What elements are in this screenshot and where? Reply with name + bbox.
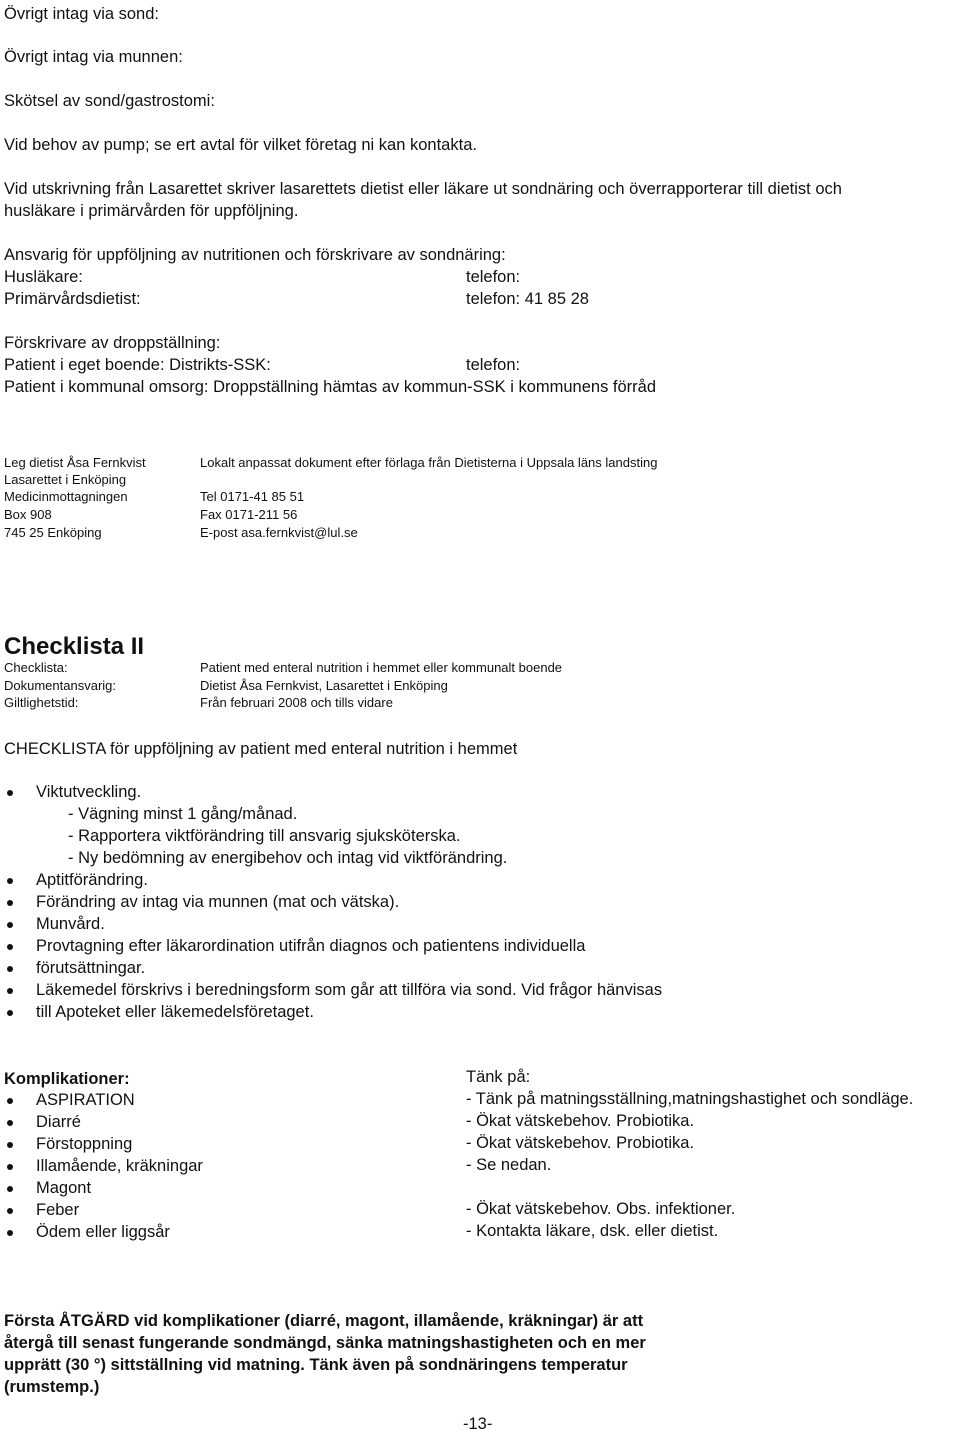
think-item: - Ökat vätskebehov. Probiotika. <box>466 1134 695 1152</box>
think-item: - Kontakta läkare, dsk. eller dietist. <box>466 1222 719 1240</box>
gp-phone: telefon: <box>466 268 521 286</box>
first-action-line1: Första ÅTGÄRD vid komplikationer (diarré, magont, illamående, kräkningar) är att <box>4 1312 644 1330</box>
bullet-icon <box>7 1186 13 1192</box>
contact-note: Lokalt anpassat dokument efter förlaga från Dietisterna i Uppsala läns landsting <box>200 455 658 470</box>
page-title: Checklista II <box>4 633 145 660</box>
complication-item: Förstoppning <box>36 1135 133 1153</box>
bullet-icon <box>7 1120 13 1126</box>
list-item: Förändring av intag via munnen (mat och vätska). <box>36 893 400 911</box>
contact-tel: Tel 0171-41 85 51 <box>200 489 305 504</box>
bullet-icon <box>7 900 13 906</box>
bullet-icon <box>7 1164 13 1170</box>
contact-name: Leg dietist Åsa Fernkvist <box>4 455 146 470</box>
bullet-icon <box>7 922 13 928</box>
intro-pump: Vid behov av pump; se ert avtal för vilket företag ni kan kontakta. <box>4 136 477 154</box>
responsible-heading: Ansvarig för uppföljning av nutritionen och förskrivare av sondnäring: <box>4 246 506 264</box>
meta-owner-value: Dietist Åsa Fernkvist, Lasarettet i Enköping <box>200 678 448 693</box>
complication-item: Magont <box>36 1179 92 1197</box>
bullet-icon <box>7 1010 13 1016</box>
dietitian-phone: telefon: 41 85 28 <box>466 290 589 308</box>
meta-checklist-value: Patient med enteral nutrition i hemmet eller kommunalt boende <box>200 660 563 675</box>
bullet-icon <box>7 1230 13 1236</box>
contact-department: Medicinmottagningen <box>4 489 128 504</box>
list-item: till Apoteket eller läkemedelsföretaget. <box>36 1003 314 1021</box>
contact-postal: 745 25 Enköping <box>4 525 102 540</box>
first-action-line4: (rumstemp.) <box>4 1378 100 1396</box>
contact-hospital: Lasarettet i Enköping <box>4 472 127 487</box>
intro-discharge-line1: Vid utskrivning från Lasarettet skriver lasarettets dietist eller läkare ut sondnäring och överrapporterar till dietist och <box>4 180 842 198</box>
bullet-icon <box>7 878 13 884</box>
bullet-icon <box>7 1142 13 1148</box>
complication-item: Diarré <box>36 1113 81 1131</box>
list-item: Viktutveckling. <box>36 783 142 801</box>
bullet-icon <box>7 944 13 950</box>
dietitian-label: Primärvårdsdietist: <box>4 290 141 308</box>
bullet-icon <box>7 790 13 796</box>
intro-tube-intake: Övrigt intag via sond: <box>4 5 159 23</box>
intro-discharge-line2: husläkare i primärvården för uppföljning. <box>4 202 299 220</box>
bullet-icon <box>7 988 13 994</box>
own-home-phone: telefon: <box>466 356 521 374</box>
drip-heading: Förskrivare av droppställning: <box>4 334 221 352</box>
bullet-icon <box>7 966 13 972</box>
think-item: - Tänk på matningsställning,matningshastighet och sondläge. <box>466 1090 914 1108</box>
complication-item: Ödem eller liggsår <box>36 1223 170 1241</box>
sub-item: - Vägning minst 1 gång/månad. <box>68 805 298 823</box>
contact-fax: Fax 0171-211 56 <box>200 507 298 522</box>
sub-item: - Ny bedömning av energibehov och intag vid viktförändring. <box>68 849 508 867</box>
list-item: Provtagning efter läkarordination utifrån diagnos och patientens individuella <box>36 937 586 955</box>
intro-oral-intake: Övrigt intag via munnen: <box>4 48 183 66</box>
complication-item: Illamående, kräkningar <box>36 1157 203 1175</box>
first-action-line3: upprätt (30 °) sittställning vid matning. Tänk även på sondnäringens temperatur <box>4 1356 628 1374</box>
checklist-heading: CHECKLISTA för uppföljning av patient med enteral nutrition i hemmet <box>4 740 518 758</box>
sub-item: - Rapportera viktförändring till ansvarig sjuksköterska. <box>68 827 461 845</box>
page-number: -13- <box>463 1415 493 1433</box>
contact-box: Box 908 <box>4 507 52 522</box>
meta-validity-label: Giltlighetstid: <box>4 695 79 710</box>
complication-item: Feber <box>36 1201 80 1219</box>
first-action-line2: återgå till senast fungerande sondmängd, sänka matningshastigheten och en mer <box>4 1334 646 1352</box>
meta-validity-value: Från februari 2008 och tills vidare <box>200 695 393 710</box>
bullet-icon <box>7 1208 13 1214</box>
think-item: - Ökat vätskebehov. Probiotika. <box>466 1112 695 1130</box>
complication-item: ASPIRATION <box>36 1091 135 1109</box>
municipal-care: Patient i kommunal omsorg: Droppställning hämtas av kommun-SSK i kommunens förråd <box>4 378 657 396</box>
meta-owner-label: Dokumentansvarig: <box>4 678 116 693</box>
contact-email: E-post asa.fernkvist@lul.se <box>200 525 358 540</box>
think-heading: Tänk på: <box>466 1068 531 1086</box>
intro-tube-care: Skötsel av sond/gastrostomi: <box>4 92 215 110</box>
list-item: förutsättningar. <box>36 959 146 977</box>
meta-checklist-label: Checklista: <box>4 660 68 675</box>
list-item: Munvård. <box>36 915 105 933</box>
complications-heading: Komplikationer: <box>4 1070 130 1088</box>
think-item: - Se nedan. <box>466 1156 552 1174</box>
list-item: Läkemedel förskrivs i beredningsform som går att tillföra via sond. Vid frågor hänvisas <box>36 981 663 999</box>
list-item: Aptitförändring. <box>36 871 148 889</box>
bullet-icon <box>7 1098 13 1104</box>
gp-label: Husläkare: <box>4 268 83 286</box>
think-item: - Ökat vätskebehov. Obs. infektioner. <box>466 1200 736 1218</box>
own-home: Patient i eget boende: Distrikts-SSK: <box>4 356 271 374</box>
